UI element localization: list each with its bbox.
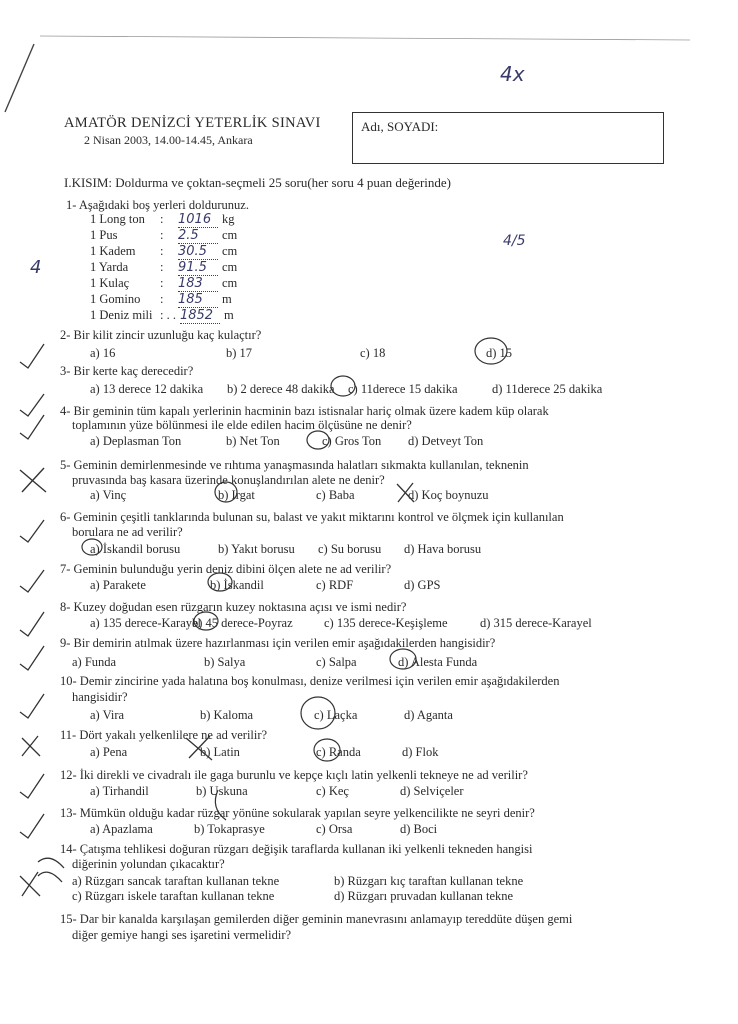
question-12-stem: 12- İki direkli ve civadralı ile gaga burunlu ve kepçe kıçlı latin yelkenli tekneye ne ad verilir?: [60, 768, 528, 782]
check-mark-q6: [20, 520, 44, 542]
question-7-option[interactable]: d) GPS: [404, 578, 441, 592]
question-6-option[interactable]: d) Hava borusu: [404, 542, 482, 556]
handwritten-margin-note: 4: [30, 257, 42, 278]
question-14-stem-cont: diğerinin yolundan çıkacaktır?: [72, 857, 225, 871]
check-mark-q10: [20, 694, 44, 718]
question-10-option[interactable]: a) Vira: [90, 708, 125, 722]
q1-row: [90, 244, 237, 260]
q1-row-separator: :: [160, 228, 164, 242]
q1-row-unit: cm: [222, 260, 238, 274]
question-12-option[interactable]: b) Uskuna: [196, 784, 248, 798]
handwritten-score-note: 4x: [500, 62, 525, 86]
question-10-stem: 10- Demir zincirine yada halatına boş konulması, denize verilmesi için verilen emir aşağıdakilerden: [60, 674, 560, 688]
question-4-stem: 4- Bir geminin tüm kapalı yerlerinin hacminin bazı istisnalar hariç olmak üzere kadem küp olarak: [60, 404, 549, 418]
check-mark-q2: [20, 344, 44, 368]
q1-row-unit: m: [222, 292, 232, 306]
question-14-option[interactable]: a) Rüzgarı sancak taraftan kullanan tekne: [72, 874, 280, 888]
question-7-stem: 7- Geminin bulunduğu yerin deniz dibini ölçen alete ne ad verilir?: [60, 562, 392, 576]
question-2-option[interactable]: a) 16: [90, 346, 116, 360]
section-text: Doldurma ve çoktan-seçmeli 25 soru(her soru 4 puan değerinde): [115, 175, 452, 190]
check-mark-q8: [20, 612, 44, 636]
q1-row-answer[interactable]: 2.5: [178, 229, 218, 244]
question-5-option[interactable]: b) Irgat: [218, 488, 255, 502]
check-mark-q3: [20, 394, 44, 416]
q1-row-separator: :: [160, 244, 164, 258]
q1-row-answer[interactable]: 183: [178, 277, 218, 292]
question-6-stem: 6- Geminin çeşitli tanklarında bulunan su, balast ve yakıt miktarını kontrol ve ölçmek için kullanılan: [60, 510, 564, 524]
question-11-stem: 11- Dört yakalı yelkenlilere ne ad verilir?: [60, 728, 268, 742]
q1-row-label: 1 Gomino: [90, 292, 141, 306]
question-9-option[interactable]: b) Salya: [204, 655, 246, 669]
q1-row-answer[interactable]: 185: [178, 293, 218, 308]
cross-mark-q11-margin: [22, 736, 40, 756]
question-10-option[interactable]: d) Aganta: [404, 708, 453, 722]
question-8-stem: 8- Kuzey doğudan esen rüzgarın kuzey noktasına açısı ve ismi nedir?: [60, 600, 407, 614]
question-10-option[interactable]: b) Kaloma: [200, 708, 254, 722]
question-7-option[interactable]: b) İskandil: [210, 578, 264, 592]
question-2-option[interactable]: b) 17: [226, 346, 253, 360]
cross-mark-q14-margin: [20, 872, 40, 896]
question-13-option[interactable]: a) Apazlama: [90, 822, 153, 836]
question-6-option[interactable]: b) Yakıt borusu: [218, 542, 295, 556]
question-11-option[interactable]: d) Flok: [402, 745, 439, 759]
q1-row-label: 1 Kadem: [90, 244, 136, 258]
question-15-stem-cont: diğer gemiye hangi ses işaretini vermelidir?: [72, 928, 292, 942]
question-13-option[interactable]: b) Tokaprasye: [194, 822, 265, 836]
question-11-option[interactable]: a) Pena: [90, 745, 128, 759]
pen-stroke: [5, 44, 34, 112]
q1-row-answer[interactable]: 91.5: [178, 261, 218, 276]
question-2-option[interactable]: d) 15: [486, 346, 513, 360]
question-7-option[interactable]: c) RDF: [316, 578, 354, 592]
q1-row: [90, 308, 234, 324]
question-3-option[interactable]: d) 11derece 25 dakika: [492, 382, 603, 396]
question-9-option[interactable]: c) Salpa: [316, 655, 357, 669]
question-3-option[interactable]: a) 13 derece 12 dakika: [90, 382, 204, 396]
q1-row: [90, 228, 237, 244]
question-4-option[interactable]: a) Deplasman Ton: [90, 434, 182, 448]
name-box[interactable]: [352, 112, 664, 164]
q1-row-label: 1 Yarda: [90, 260, 129, 274]
question-10-stem-cont: hangisidir?: [72, 690, 128, 704]
q1-row-separator: : . .: [160, 308, 176, 322]
question-3-option[interactable]: b) 2 derece 48 dakika: [227, 382, 335, 396]
question-14-option[interactable]: d) Rüzgarı pruvadan kullanan tekne: [334, 889, 514, 903]
check-mark-q13: [20, 814, 44, 838]
exam-date-place: 2 Nisan 2003, 14.00-14.45, Ankara: [84, 133, 253, 147]
question-2-option[interactable]: c) 18: [360, 346, 386, 360]
question-14-option[interactable]: c) Rüzgarı iskele taraftan kullanan tekne: [72, 889, 275, 903]
question-4-option[interactable]: b) Net Ton: [226, 434, 280, 448]
question-2-stem: 2- Bir kilit zincir uzunluğu kaç kulaçtır?: [60, 328, 262, 342]
check-mark-q9: [20, 646, 44, 670]
question-4-option[interactable]: d) Detveyt Ton: [408, 434, 484, 448]
q1-row-separator: :: [160, 260, 164, 274]
question-8-option[interactable]: b) 45 derece-Poyraz: [192, 616, 293, 630]
q1-row-answer[interactable]: 1016: [178, 213, 218, 228]
q1-row-answer[interactable]: 1852: [180, 309, 220, 324]
check-mark-q7: [20, 570, 44, 592]
question-6-option[interactable]: c) Su borusu: [318, 542, 382, 556]
question-5-option[interactable]: c) Baba: [316, 488, 355, 502]
q1-row: [90, 276, 237, 292]
question-11-option[interactable]: c) Randa: [316, 745, 361, 759]
top-rule: [40, 36, 690, 40]
question-14-option[interactable]: b) Rüzgarı kıç taraftan kullanan tekne: [334, 874, 524, 888]
q1-row-label: 1 Pus: [90, 228, 118, 242]
q1-row-label: 1 Deniz mili: [90, 308, 153, 322]
check-mark-q4: [20, 415, 44, 439]
question-5-option[interactable]: a) Vinç: [90, 488, 127, 502]
q1-stem: 1- Aşağıdaki boş yerleri doldurunuz.: [66, 198, 249, 212]
q1-row: [90, 292, 232, 308]
q1-row-unit: cm: [222, 244, 238, 258]
question-9-option[interactable]: d) Alesta Funda: [398, 655, 478, 669]
question-5-option[interactable]: d) Koç boynuzu: [408, 488, 489, 502]
q1-row-separator: :: [160, 276, 164, 290]
q1-row-answer[interactable]: 30.5: [178, 245, 218, 260]
question-13-option[interactable]: c) Orsa: [316, 822, 353, 836]
question-4-option[interactable]: c) Gros Ton: [322, 434, 382, 448]
question-8-option[interactable]: c) 135 derece-Keşişleme: [324, 616, 448, 630]
question-13-option[interactable]: d) Boci: [400, 822, 438, 836]
question-14-stem: 14- Çatışma tehlikesi doğuran rüzgarı değişik taraflarda kullanan iki yelkenli tekneden hangisi: [60, 842, 533, 856]
name-label: Adı, SOYADI:: [361, 119, 439, 134]
question-12-option[interactable]: a) Tirhandil: [90, 784, 149, 798]
q1-row-unit: kg: [222, 212, 235, 226]
question-8-option[interactable]: d) 315 derece-Karayel: [480, 616, 592, 630]
question-11-option[interactable]: b) Latin: [200, 745, 240, 759]
q1-row-unit: cm: [222, 228, 238, 242]
question-12-option[interactable]: d) Selviçeler: [400, 784, 464, 798]
question-6-option[interactable]: a) İskandil borusu: [90, 542, 181, 556]
q1-row-separator: :: [160, 292, 164, 306]
question-15-stem: 15- Dar bir kanalda karşılaşan gemilerden diğer geminin manevrasını anlamayıp tereddüte düşen gemi: [60, 912, 573, 926]
question-7-option[interactable]: a) Parakete: [90, 578, 146, 592]
section-label: I.KISIM:: [64, 175, 113, 190]
question-9-stem: 9- Bir demirin atılmak üzere hazırlanması için verilen emir aşağıdakilerden hangisidir?: [60, 636, 496, 650]
check-mark-q12: [20, 774, 44, 798]
q1-row-label: 1 Long ton: [90, 212, 145, 226]
q1-row-separator: :: [160, 212, 164, 226]
q1-row-unit: cm: [222, 276, 238, 290]
q1-handwritten-score: 4/5: [503, 233, 526, 249]
cross-mark-q5-margin: [20, 468, 46, 492]
question-9-option[interactable]: a) Funda: [72, 655, 117, 669]
question-13-stem: 13- Mümkün olduğu kadar rüzgar yönüne sokularak yapılan seyre yelkencilikte ne seyri denir?: [60, 806, 535, 820]
question-3-stem: 3- Bir kerte kaç derecedir?: [60, 364, 194, 378]
question-5-stem: 5- Geminin demirlenmesinde ve rıhtıma yanaşmasında halatları sıkmakta kullanılan, teknenin: [60, 458, 529, 472]
question-4-stem-cont: toplamının yüze bölünmesi ile elde edilen hacim ölçüsüne ne denir?: [72, 418, 412, 432]
question-10-option[interactable]: c) Laçka: [314, 708, 358, 722]
question-3-option[interactable]: c) 11derece 15 dakika: [348, 382, 458, 396]
section-heading: [64, 176, 451, 190]
question-12-option[interactable]: c) Keç: [316, 784, 349, 798]
question-5-stem-cont: pruvasında baş kasara üzerinde konuşlandırılan alete ne denir?: [72, 473, 385, 487]
q1-row-label: 1 Kulaç: [90, 276, 130, 290]
question-6-stem-cont: borulara ne ad verilir?: [72, 525, 183, 539]
q1-row-unit: m: [223, 308, 234, 322]
q1-row: [90, 212, 235, 228]
cross-mark-q14: [38, 858, 64, 882]
question-8-option[interactable]: a) 135 derece-Karayel: [90, 616, 202, 630]
q1-row: [90, 260, 237, 276]
exam-title: AMATÖR DENİZCİ YETERLİK SINAVI: [64, 115, 321, 131]
